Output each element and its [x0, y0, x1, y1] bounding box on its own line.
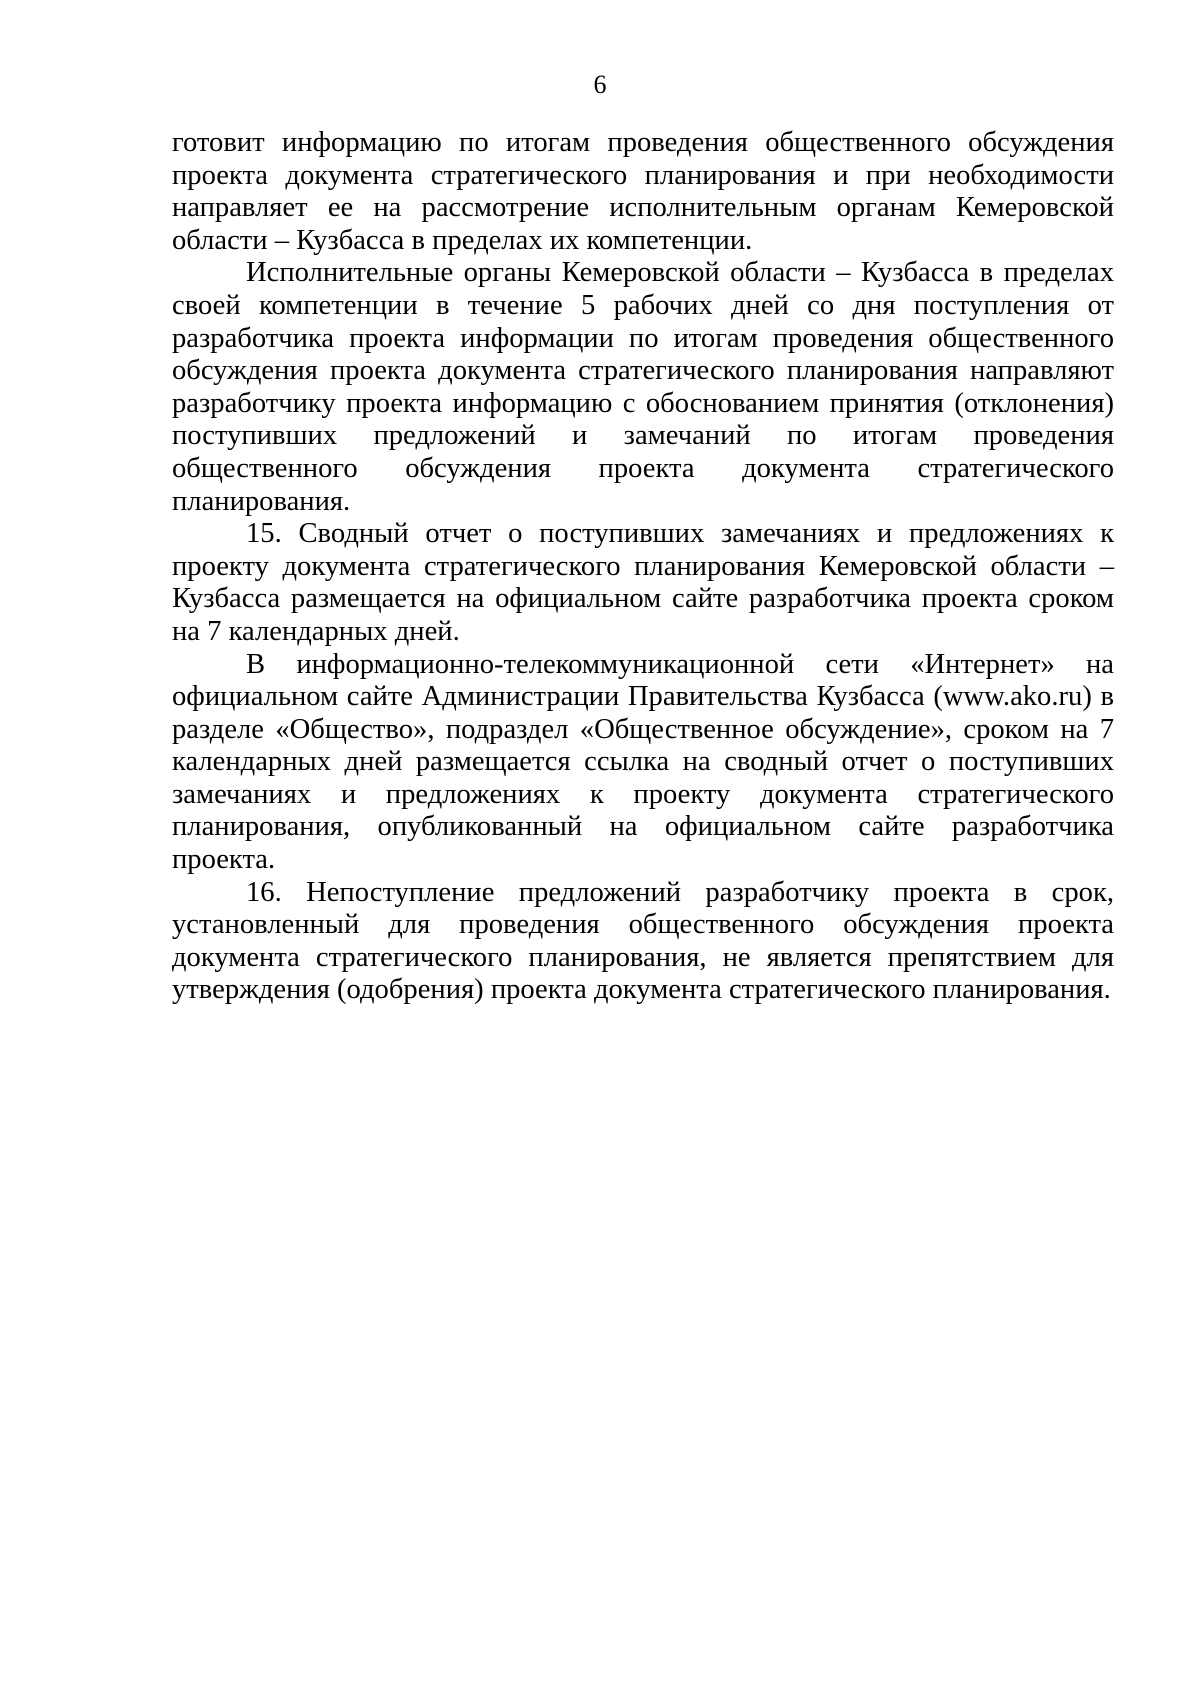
- paragraph-continuation: готовит информацию по итогам проведения общественного обсуждения проекта документа стратегического планирования и при необходимости направляет ее на рассмотрение исполнительным органам Кемеровской области – Кузбасса в пределах их компетенции.: [172, 127, 1114, 256]
- paragraph-internet-publication: В информационно-телекоммуникационной сети «Интернет» на официальном сайте Администрации Правительства Кузбасса (www.ako.ru) в разделе «Общество», подраздел «Общественное обсуждение», сроком на 7 календарных дней размещается ссылка на сводный отчет о поступивших замечаниях и предложениях к проекту документа стратегического планирования, опубликованный на официальном сайте разработчика проекта.: [172, 648, 1114, 876]
- page-number: 6: [593, 70, 607, 99]
- document-body: [172, 127, 1114, 1007]
- paragraph-executive-bodies: Исполнительные органы Кемеровской области – Кузбасса в пределах своей компетенции в течение 5 рабочих дней со дня поступления от разработчика проекта информации по итогам проведения общественного обсуждения проекта документа стратегического планирования направляют разработчику проекта информацию с обоснованием принятия (отклонения) поступивших предложений и замечаний по итогам проведения общественного обсуждения проекта документа стратегического планирования.: [172, 257, 1114, 517]
- paragraph-item-16: 16. Непоступление предложений разработчику проекта в срок, установленный для проведения общественного обсуждения проекта документа стратегического планирования, не является препятствием для утверждения (одобрения) проекта документа стратегического планирования.: [172, 876, 1114, 1006]
- paragraph-item-15: 15. Сводный отчет о поступивших замечаниях и предложениях к проекту документа стратегического планирования Кемеровской области – Кузбасса размещается на официальном сайте разработчика проекта сроком на 7 календарных дней.: [172, 518, 1114, 647]
